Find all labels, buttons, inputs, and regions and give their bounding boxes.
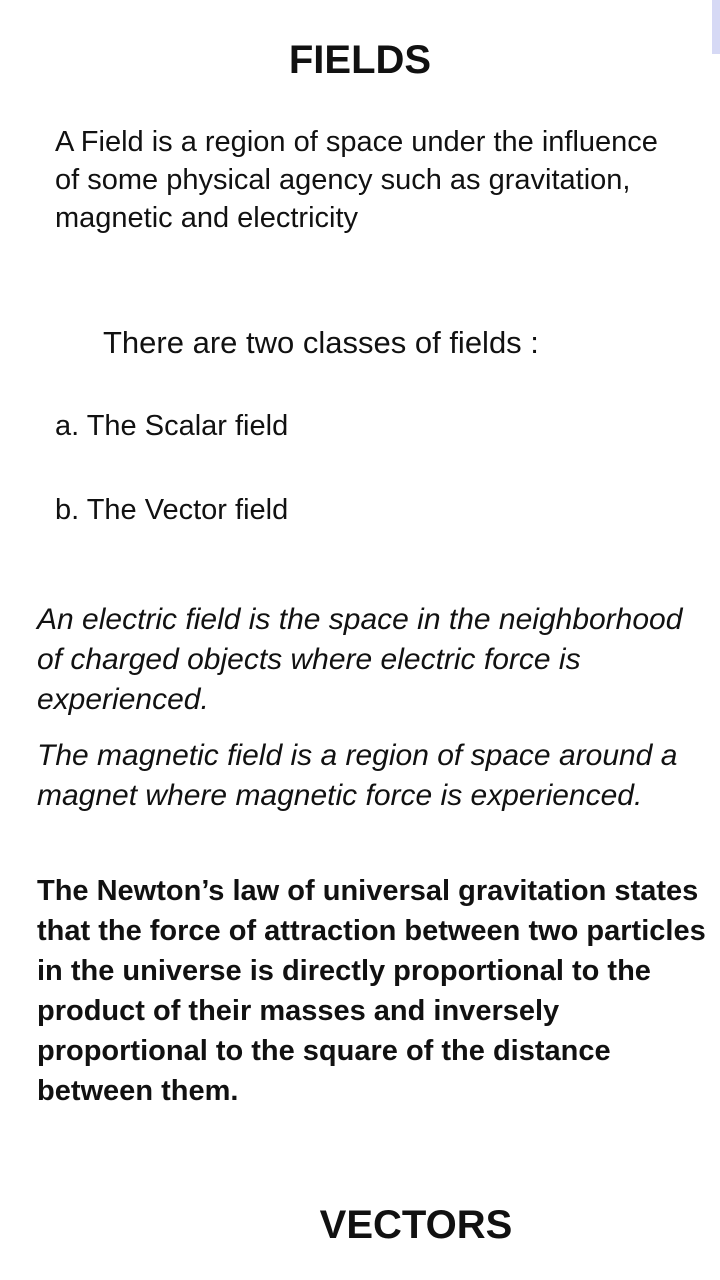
- field-definition-text: A Field is a region of space under the influence of some physical agency such as gravitation, magnetic and electricity: [55, 126, 658, 234]
- magnetic-field-text: The magnetic field is a region of space around a magnet where magnetic force is experienced.: [37, 739, 678, 812]
- vector-field-item: b. The Vector field: [55, 494, 289, 526]
- scalar-field-item: a. The Scalar field: [55, 410, 289, 442]
- fields-heading: FIELDS: [288, 38, 432, 82]
- electric-field-text: An electric field is the space in the neighborhood of charged objects where electric force is experienced.: [37, 603, 683, 716]
- vectors-heading: VECTORS: [319, 1203, 513, 1247]
- newton-law-text: The Newton’s law of universal gravitation states that the force of attraction between two particles in the universe is directly proportional to the product of their masses and inversely proportional to the square of the distance between them.: [37, 875, 706, 1107]
- field-classes-heading: There are two classes of fields :: [103, 325, 539, 360]
